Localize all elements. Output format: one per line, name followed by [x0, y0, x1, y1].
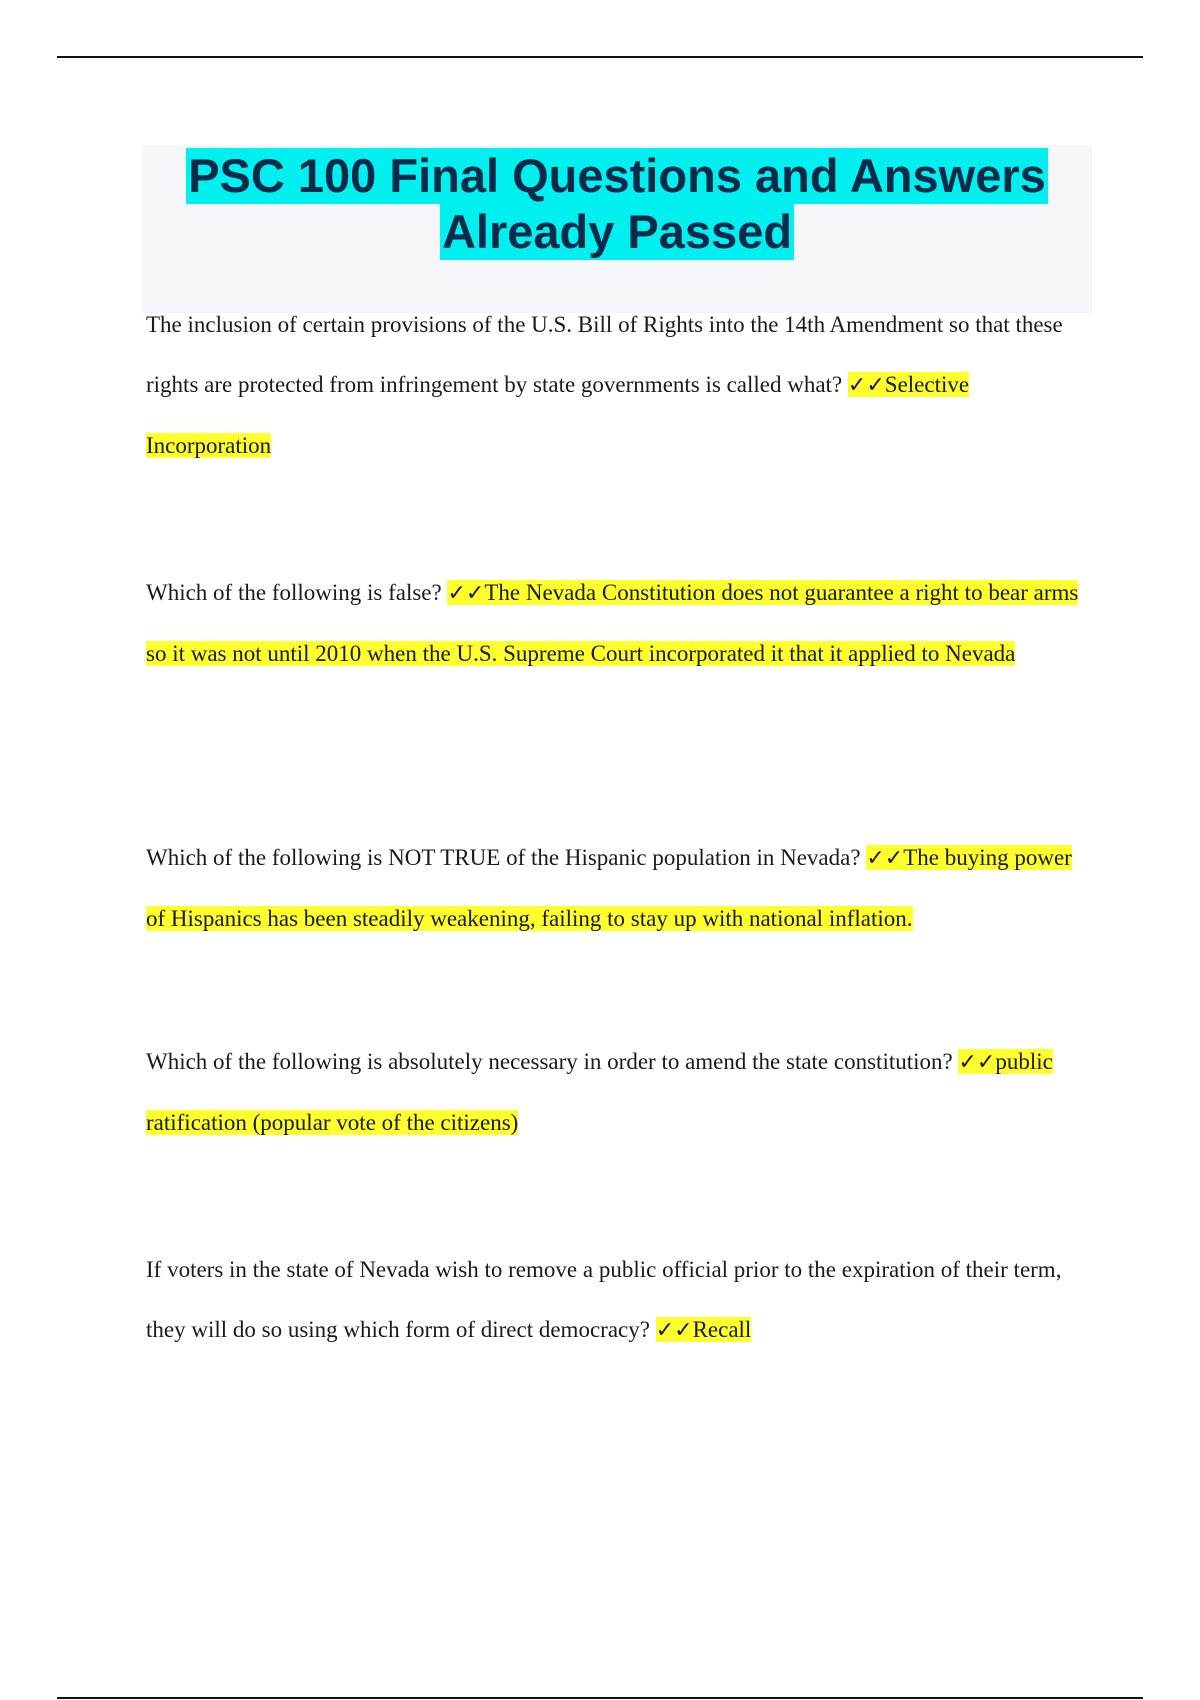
question-text: Which of the following is false? [146, 580, 448, 605]
answer-text: Selective Incorporation [146, 372, 970, 458]
title-banner [142, 145, 1092, 313]
question-text: The inclusion of certain provisions of the U.S. Bill of Rights into the 14th Amendment so that these rights are protected from infringement by state governments is called what? [146, 312, 1063, 397]
qa-item-1 [146, 295, 1086, 476]
answer-text: Recall [692, 1317, 752, 1342]
qa-item-5 [146, 1240, 1086, 1361]
qa-item-4 [146, 1032, 1086, 1153]
answer-text: public ratification (popular vote of the citizens) [146, 1049, 1053, 1135]
answer-text: The buying power of Hispanics has been steadily weakening, failing to stay up with national inflation. [146, 845, 1072, 931]
double-check-icon: ✓✓ [958, 1050, 996, 1075]
answer-text: The Nevada Constitution does not guarantee a right to bear arms so it was not until 2010 when the U.S. Supreme Court incorporated it that it applied to Nevada [146, 580, 1079, 666]
double-check-icon: ✓✓ [447, 581, 485, 606]
qa-item-2 [146, 563, 1086, 684]
document-title-line2: Already Passed [441, 205, 793, 258]
question-text: Which of the following is absolutely necessary in order to amend the state constitution? [146, 1049, 959, 1074]
bottom-rule [57, 1697, 1143, 1699]
double-check-icon: ✓✓ [866, 846, 904, 871]
document-title-line1: PSC 100 Final Questions and Answers [188, 149, 1046, 202]
double-check-icon: ✓✓ [847, 373, 885, 398]
double-check-icon: ✓✓ [655, 1318, 693, 1343]
question-text: Which of the following is NOT TRUE of the Hispanic population in Nevada? [146, 845, 867, 870]
top-rule [57, 56, 1143, 58]
answer-highlight [656, 1317, 752, 1342]
question-text: If voters in the state of Nevada wish to remove a public official prior to the expiration of their term, they will do so using which form of direct democracy? [146, 1257, 1062, 1342]
qa-item-3 [146, 828, 1086, 949]
